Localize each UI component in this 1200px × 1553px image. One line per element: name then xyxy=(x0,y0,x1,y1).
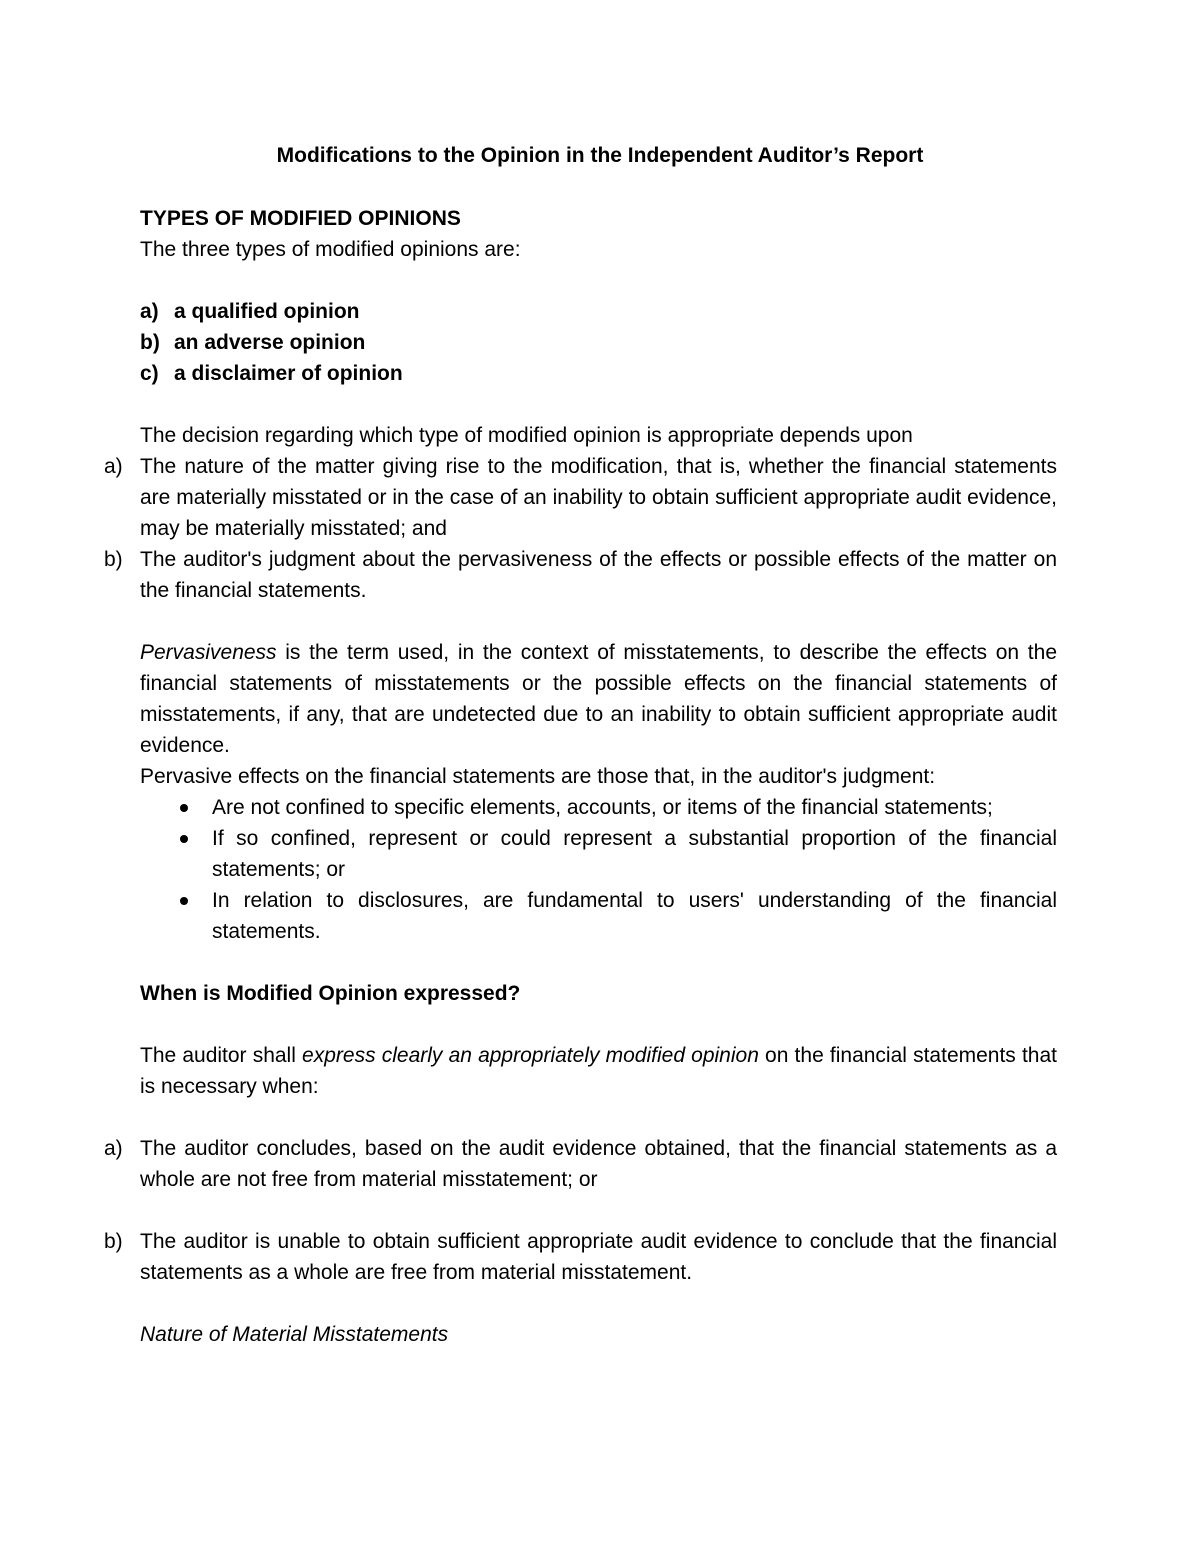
decision-list xyxy=(104,451,1057,606)
list-item-text: a disclaimer of opinion xyxy=(174,362,403,385)
bullet-text: If so confined, represent or could represent a substantial proportion of the financial statements; or xyxy=(212,827,1057,881)
when-intro-emphasis: express clearly an appropriately modified opinion xyxy=(302,1044,759,1067)
bullet-text: Are not confined to specific elements, accounts, or items of the financial statements; xyxy=(212,796,993,819)
spacer xyxy=(140,947,1057,978)
list-item xyxy=(104,1133,1057,1195)
types-heading: TYPES OF MODIFIED OPINIONS xyxy=(140,207,461,230)
when-intro-before: The auditor shall xyxy=(140,1044,303,1067)
opinion-types-list xyxy=(140,296,1057,389)
bullet-icon xyxy=(180,804,188,812)
list-item-text: The nature of the matter giving rise to the modification, that is, whether the financial statements are materially misstated or in the case of an inability to obtain sufficient appropriate audit evidence, may be materially misstated; and xyxy=(140,455,1057,540)
decision-intro: The decision regarding which type of modified opinion is appropriate depends upon xyxy=(140,424,913,447)
list-marker: a) xyxy=(104,455,123,478)
when-heading: When is Modified Opinion expressed? xyxy=(140,982,521,1005)
pervasive-effects-list xyxy=(140,792,1057,947)
spacer xyxy=(140,1009,1057,1040)
bullet-item xyxy=(212,792,1057,823)
bullet-item xyxy=(212,823,1057,885)
nature-heading: Nature of Material Misstatements xyxy=(140,1323,449,1346)
bullet-icon xyxy=(180,897,188,905)
bullet-icon xyxy=(180,835,188,843)
pervasive-effects-intro: Pervasive effects on the financial statements are those that, in the auditor's judgment: xyxy=(140,765,936,788)
list-item-text: The auditor is unable to obtain sufficient appropriate audit evidence to conclude that the financial statements as a whole are free from material misstatement. xyxy=(140,1230,1057,1284)
spacer xyxy=(140,606,1057,637)
list-item-text: The auditor concludes, based on the audit evidence obtained, that the financial statements as a whole are not free from material misstatement; or xyxy=(140,1137,1057,1191)
when-list xyxy=(104,1133,1057,1288)
list-item-text: an adverse opinion xyxy=(174,331,366,354)
spacer xyxy=(140,1288,1057,1319)
document-body xyxy=(104,203,1057,1350)
pervasiveness-definition xyxy=(140,637,1057,761)
list-marker: b) xyxy=(140,331,160,354)
spacer xyxy=(140,1102,1057,1133)
list-marker: b) xyxy=(104,1230,123,1253)
list-item xyxy=(104,544,1057,606)
list-marker: a) xyxy=(104,1137,123,1160)
when-intro xyxy=(140,1040,1057,1102)
list-item xyxy=(140,358,1057,389)
list-marker: a) xyxy=(140,300,159,323)
bullet-text: In relation to disclosures, are fundamental to users' understanding of the financial statements. xyxy=(212,889,1057,943)
spacer xyxy=(140,389,1057,420)
bullet-item xyxy=(212,885,1057,947)
types-intro: The three types of modified opinions are: xyxy=(140,238,521,261)
list-item-text: The auditor's judgment about the pervasiveness of the effects or possible effects of the matter on the financial statements. xyxy=(140,548,1057,602)
list-item-text: a qualified opinion xyxy=(174,300,360,323)
pervasiveness-term: Pervasiveness xyxy=(140,641,277,664)
when-intro-after: on the financial statements that is necessary when: xyxy=(140,1044,1057,1098)
list-marker: c) xyxy=(140,362,159,385)
list-item xyxy=(140,296,1057,327)
list-item xyxy=(140,327,1057,358)
document-title: Modifications to the Opinion in the Independent Auditor’s Report xyxy=(276,144,924,167)
spacer xyxy=(140,265,1057,296)
list-item xyxy=(104,451,1057,544)
pervasiveness-definition-text: is the term used, in the context of misstatements, to describe the effects on the financial statements of misstatements or the possible effects on the financial statements of misstatements, if any, that are undetected due to an inability to obtain sufficient appropriate audit evidence. xyxy=(140,641,1057,757)
list-marker: b) xyxy=(104,548,123,571)
spacer xyxy=(140,1195,1057,1226)
list-item xyxy=(104,1226,1057,1288)
